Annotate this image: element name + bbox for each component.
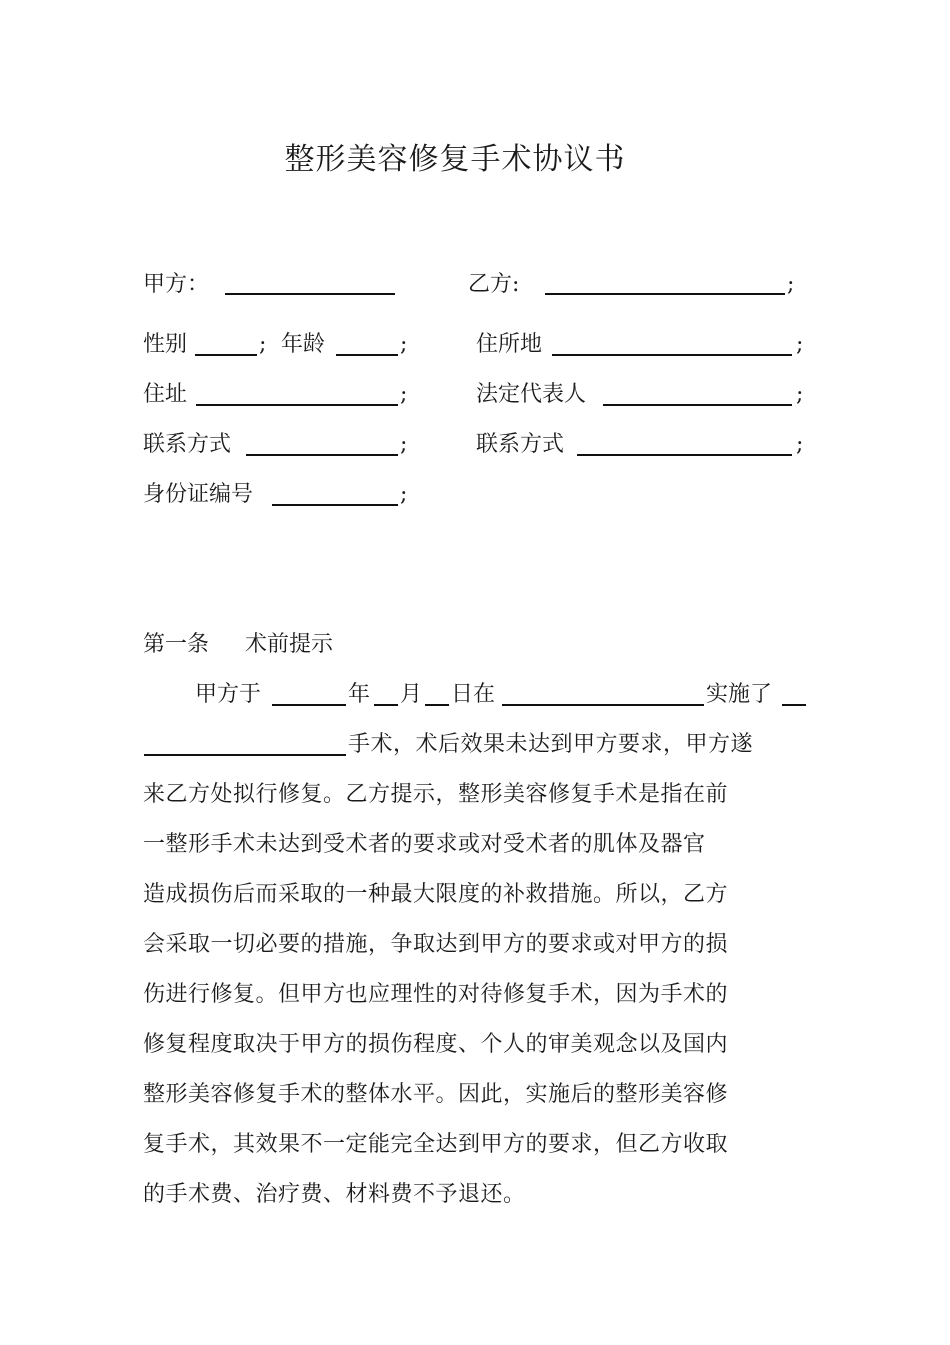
id-number-blank	[272, 504, 398, 506]
party-a-contact-semicolon: ;	[400, 432, 408, 457]
para-line: 的手术费、治疗费、材料费不予退还。	[143, 1182, 526, 1207]
para-line2-suffix: 手术，术后效果未达到甲方要求，甲方遂	[348, 732, 754, 757]
gender-semicolon: ;	[259, 332, 267, 357]
surgery-blank	[144, 754, 346, 756]
para-line: 复手术，其效果不一定能完全达到甲方的要求，但乙方收取	[143, 1132, 729, 1157]
month-blank	[374, 704, 398, 706]
party-a-label: 甲方：	[143, 272, 210, 297]
para-line: 会采取一切必要的措施，争取达到甲方的要求或对甲方的损	[143, 932, 729, 957]
age-semicolon: ;	[400, 332, 408, 357]
section-heading: 术前提示	[245, 632, 334, 657]
party-b-contact-blank	[577, 454, 792, 456]
residence-semicolon: ;	[796, 332, 804, 357]
party-a-contact-label: 联系方式	[143, 432, 232, 457]
year-blank	[272, 704, 346, 706]
location-blank	[502, 704, 704, 706]
para-line: 伤进行修复。但甲方也应理性的对待修复手术，因为手术的	[143, 982, 729, 1007]
gender-label: 性别	[143, 332, 188, 357]
party-b-label: 乙方:	[468, 272, 520, 297]
residence-blank	[552, 354, 792, 356]
para-line: 造成损伤后而采取的一种最大限度的补救措施。所以，乙方	[143, 882, 729, 907]
para-line: 一整形手术未达到受术者的要求或对受术者的肌体及器官	[143, 832, 706, 857]
legal-rep-semicolon: ;	[796, 382, 804, 407]
para-line: 来乙方处拟行修复。乙方提示，整形美容修复手术是指在前	[143, 782, 729, 807]
party-b-blank	[545, 293, 785, 295]
party-a-contact-blank	[246, 454, 398, 456]
id-number-semicolon: ;	[400, 482, 408, 507]
gender-blank	[195, 354, 257, 356]
party-b-semicolon: ;	[787, 272, 795, 297]
party-b-contact-semicolon: ;	[796, 432, 804, 457]
surgery-blank-start	[782, 704, 806, 706]
performed-label: 实施了	[706, 682, 773, 707]
address-label: 住址	[143, 382, 188, 407]
day-blank	[425, 704, 449, 706]
year-label: 年	[348, 682, 371, 707]
party-b-contact-label: 联系方式	[476, 432, 565, 457]
legal-rep-label: 法定代表人	[476, 382, 587, 407]
para-line: 整形美容修复手术的整体水平。因此，实施后的整形美容修	[143, 1082, 729, 1107]
age-blank	[336, 354, 398, 356]
address-blank	[196, 404, 398, 406]
party-a-blank	[225, 293, 395, 295]
legal-rep-blank	[603, 404, 792, 406]
document-title: 整形美容修复手术协议书	[284, 142, 626, 177]
id-number-label: 身份证编号	[143, 482, 254, 507]
residence-label: 住所地	[476, 332, 543, 357]
day-label: 日在	[451, 682, 496, 707]
month-label: 月	[400, 682, 423, 707]
para-line1-prefix: 甲方于	[195, 682, 262, 707]
para-line: 修复程度取决于甲方的损伤程度、个人的审美观念以及国内	[143, 1032, 729, 1057]
age-label: 年龄	[281, 332, 326, 357]
address-semicolon: ;	[400, 382, 408, 407]
section-number: 第一条	[143, 632, 210, 657]
